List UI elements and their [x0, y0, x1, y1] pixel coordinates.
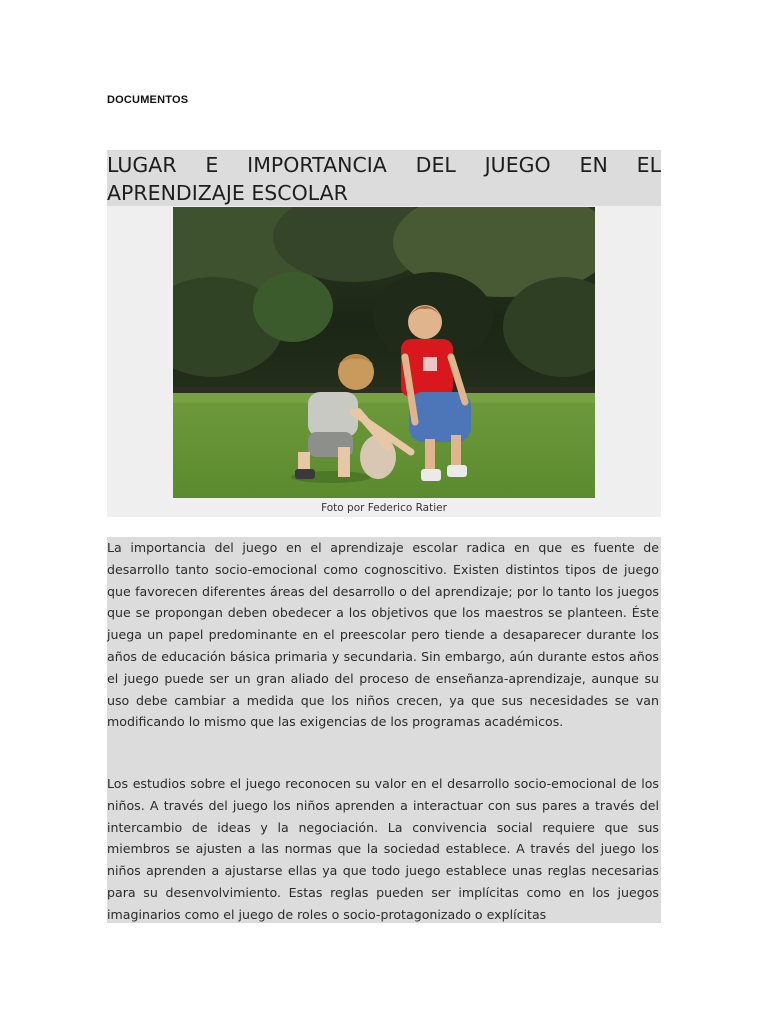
- article-photo: [173, 207, 595, 498]
- section-label: DOCUMENTOS: [107, 94, 189, 106]
- paragraph-1: La importancia del juego en el aprendizaje escolar radica en que es fuente de desarrollo tanto socio-emocional como cognoscitivo. Existen distintos tipos de juego que favorecen diferentes áreas del desarrollo o del aprendizaje; por lo tanto los juegos que se propongan deben obedecer a los objetivos que los maestros se planteen. Éste juega un papel predominante en el preescolar pero tiende a desaparecer durante los años de educación básica primaria y secundaria. Sin embargo, aún durante estos años el juego puede ser un gran aliado del proceso de enseñanza-aprendizaje, aunque su uso debe cambiar a medida que los niños crecen, ya que sus necesidades se van modificando lo mismo que las exigencias de los programas académicos.: [107, 537, 661, 777]
- article-title: LUGAR E IMPORTANCIA DEL JUEGO EN EL APRENDIZAJE ESCOLAR: [107, 153, 661, 205]
- photo-caption: Foto por Federico Ratier: [321, 502, 447, 514]
- paragraph-2: Los estudios sobre el juego reconocen su valor en el desarrollo socio-emocional de los niños. A través del juego los niños aprenden a interactuar con sus pares a través del intercambio de ideas y la negociación. La convivencia social requiere que sus miembros se ajusten a las normas que la sociedad establece. A través del juego los niños aprenden a ajustarse ellas ya que todo juego establece unas reglas necesarias para su desenvolvimiento. Estas reglas pueden ser implícitas como en los juegos imaginarios como el juego de roles o socio-protagonizado o explícitas: [107, 773, 661, 923]
